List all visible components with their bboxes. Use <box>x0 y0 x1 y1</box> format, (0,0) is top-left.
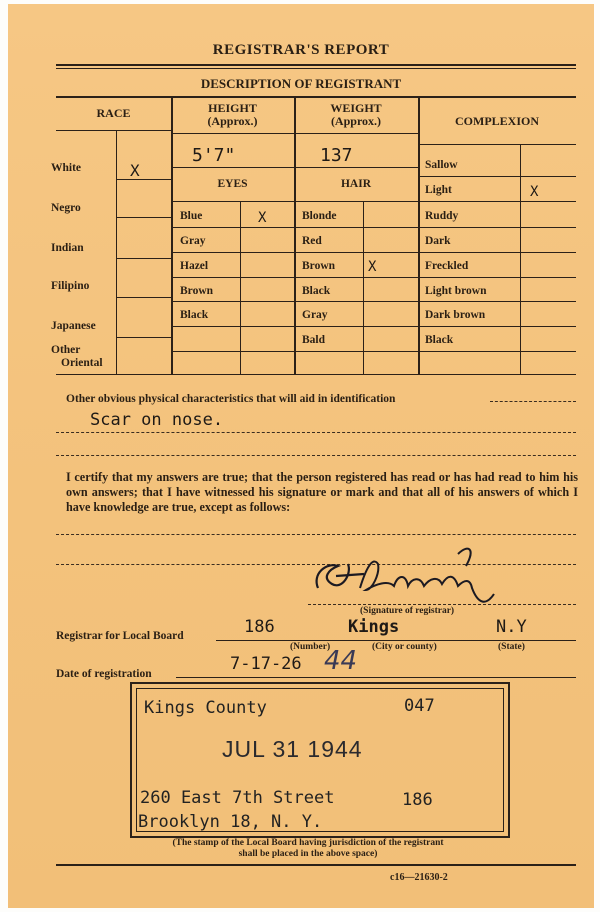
stamp-county: Kings County <box>144 698 267 718</box>
eyes-blue: Blue <box>180 210 203 222</box>
characteristics-line <box>56 432 576 433</box>
stamp-code: 047 <box>404 696 435 716</box>
race-header: RACE <box>96 106 131 120</box>
local-board-county: Kings <box>348 617 400 637</box>
col-divider-race <box>171 96 173 374</box>
registration-card <box>8 4 594 908</box>
race-white-mark: X <box>130 161 140 180</box>
state-caption: (State) <box>498 642 525 652</box>
race-row-rule <box>116 179 171 180</box>
weight-value: 137 <box>320 145 353 166</box>
race-other-line2: Oriental <box>61 357 103 369</box>
local-board-number: 186 <box>244 617 275 637</box>
eh-row-rule <box>171 227 418 228</box>
race-other-oriental <box>51 344 103 370</box>
race-row-rule <box>116 217 171 218</box>
signature-scrawl <box>308 544 508 608</box>
complexion-row-rule <box>418 277 576 278</box>
race-other-line1: Other <box>51 344 81 356</box>
characteristics-line-end <box>490 401 576 402</box>
stamp-board-no: 186 <box>402 790 433 810</box>
height-header-line1: HEIGHT <box>208 101 257 115</box>
race-row-rule <box>116 297 171 298</box>
local-board-stamp <box>130 682 510 838</box>
characteristics-value: Scar on nose. <box>90 410 224 430</box>
complexion-row-rule <box>418 176 576 177</box>
complexion-light-mark: X <box>530 184 539 200</box>
race-row-rule <box>116 258 171 259</box>
table-bottom-border <box>56 374 576 375</box>
weight-header-line2: (Approx.) <box>330 114 382 128</box>
height-header-line2: (Approx.) <box>207 114 258 128</box>
local-board-line <box>216 640 576 641</box>
weight-header <box>294 102 418 128</box>
county-caption: (City or county) <box>372 642 437 652</box>
race-header-rule <box>56 130 171 131</box>
local-board-state: N.Y <box>496 617 527 637</box>
hair-brown: Brown <box>302 260 336 272</box>
race-row-rule <box>116 337 171 338</box>
race-white: White <box>51 162 82 174</box>
complexion-black: Black <box>425 334 454 346</box>
race-japanese: Japanese <box>51 320 96 332</box>
eyes-header: EYES <box>217 178 248 190</box>
complexion-light: Light <box>425 184 452 196</box>
complexion-light-brown: Light brown <box>425 285 487 297</box>
characteristics-label: Other obvious physical characteristics that will aid in identification <box>66 393 396 405</box>
eyes-gray: Gray <box>180 235 206 247</box>
eyes-brown: Brown <box>180 285 214 297</box>
complexion-mark-divider <box>520 144 521 374</box>
complexion-sallow: Sallow <box>425 159 458 171</box>
complexion-dark: Dark <box>425 235 451 247</box>
stamp-date: JUL 31 1944 <box>222 736 363 762</box>
eh-row-rule <box>171 326 418 327</box>
complexion-ruddy: Ruddy <box>425 210 459 222</box>
hair-black: Black <box>302 285 331 297</box>
stamp-note-line2: shall be placed in the above space) <box>238 849 378 859</box>
race-negro: Negro <box>51 202 81 214</box>
title-rule-inner <box>56 68 576 69</box>
date-label: Date of registration <box>56 668 152 680</box>
local-board-label: Registrar for Local Board <box>56 630 184 642</box>
signature-line <box>308 604 576 605</box>
col-divider-height <box>294 96 296 374</box>
hair-header: HAIR <box>340 178 372 190</box>
date-value: 7-17-26 <box>230 654 302 674</box>
hw-header-rule <box>171 133 418 134</box>
complexion-dark-brown: Dark brown <box>425 309 486 321</box>
col-divider-weight <box>418 96 420 374</box>
eh-row-rule <box>171 277 418 278</box>
complexion-header-rule <box>418 144 576 145</box>
form-number: c16—21630-2 <box>390 872 448 883</box>
complexion-row-rule <box>418 351 576 352</box>
eyes-hair-header-rule <box>171 201 418 202</box>
certification-text: I certify that my answers are true; that the person registered has read or has had read to him his own answers; that I have witnessed his signature or mark and that all of his answers of which I have knowledge are true, except as follows: <box>66 470 578 514</box>
race-filipino: Filipino <box>51 280 90 292</box>
height-value: 5'7" <box>192 145 236 166</box>
hair-red: Red <box>302 235 322 247</box>
complexion-row-rule <box>418 301 576 302</box>
stamp-note-line1: (The stamp of the Local Board having jurisdiction of the registrant <box>172 838 444 848</box>
race-indian: Indian <box>51 242 84 254</box>
signature-caption: (Signature of registrar) <box>360 606 455 616</box>
eh-row-rule <box>171 301 418 302</box>
date-line <box>176 677 576 678</box>
bottom-rule <box>56 864 576 866</box>
complexion-row-rule <box>418 227 576 228</box>
eh-row-rule <box>171 252 418 253</box>
hw-value-rule <box>171 167 418 168</box>
stamp-city: Brooklyn 18, N. Y. <box>138 812 323 832</box>
complexion-freckled: Freckled <box>425 260 469 272</box>
hair-blonde: Blonde <box>302 210 337 222</box>
registrar-signature <box>308 544 508 612</box>
complexion-row-rule <box>418 201 576 202</box>
hair-gray: Gray <box>302 309 328 321</box>
stamp-street: 260 East 7th Street <box>140 788 335 808</box>
stamp-note <box>108 838 508 860</box>
complexion-row-rule <box>418 326 576 327</box>
eyes-black: Black <box>180 309 209 321</box>
height-header <box>171 102 294 128</box>
number-caption: (Number) <box>290 642 331 652</box>
table-top-border <box>56 96 576 98</box>
title-rule <box>56 64 576 66</box>
weight-header-line1: WEIGHT <box>330 101 382 115</box>
hair-bald: Bald <box>302 334 326 346</box>
complexion-row-rule <box>418 252 576 253</box>
eyes-blue-mark: X <box>258 210 267 226</box>
exceptions-line <box>56 534 576 535</box>
date-handwritten: 44 <box>324 646 358 676</box>
description-heading: DESCRIPTION OF REGISTRANT <box>200 76 402 91</box>
report-title: REGISTRAR'S REPORT <box>212 42 390 58</box>
characteristics-line <box>56 455 576 456</box>
complexion-header: COMPLEXION <box>455 114 539 128</box>
hair-brown-mark: X <box>368 259 377 275</box>
eyes-hazel: Hazel <box>180 260 209 272</box>
eh-row-rule <box>171 351 418 352</box>
